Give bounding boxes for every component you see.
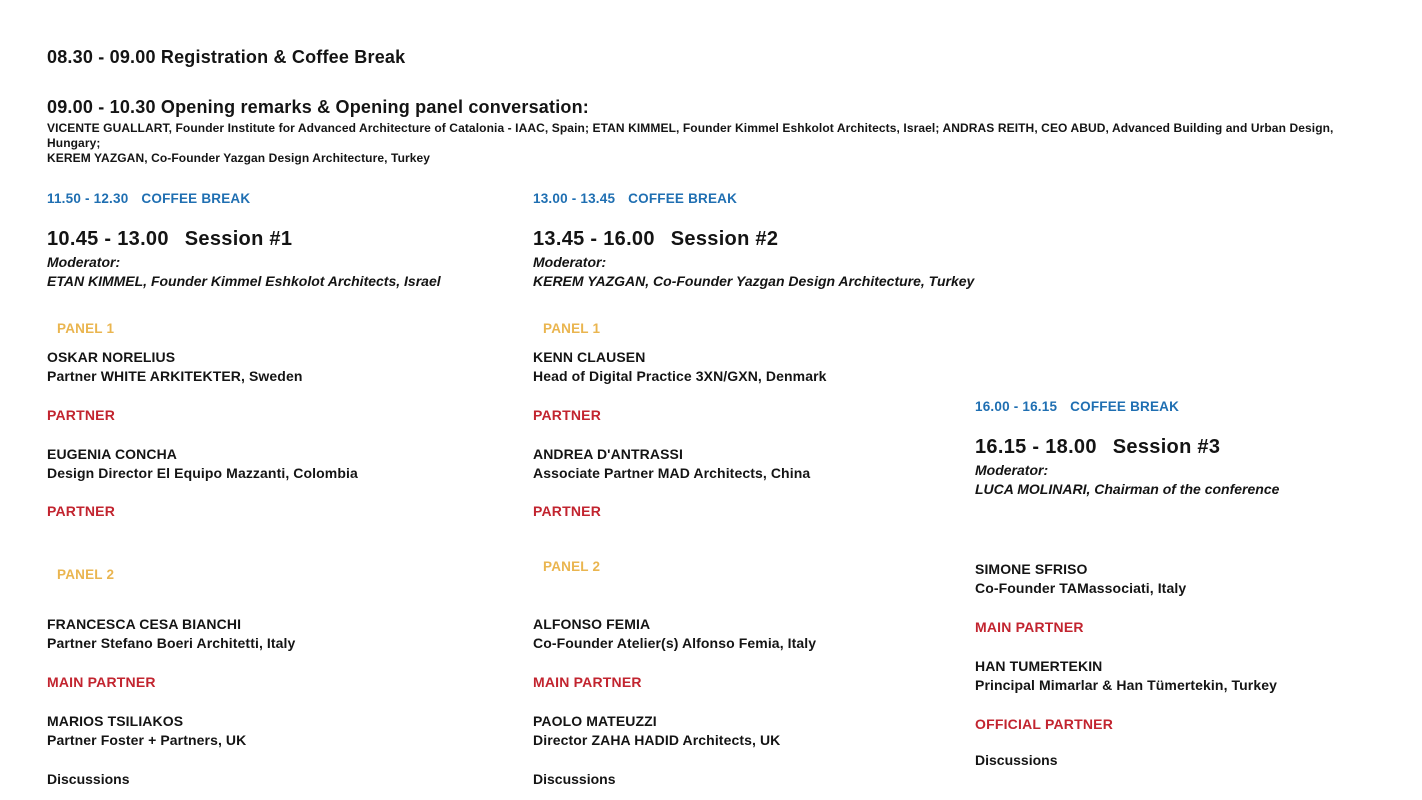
opening-speakers-line-1: VICENTE GUALLART, Founder Institute for Advanced Architecture of Catalonia - IAAC, Spain; ETAN KIMMEL, Founder Kimmel Eshkolot Architects, Israel; ANDRAS REITH, CEO ABUD, Advanced Building and Urban Design, Hungary; (47, 121, 1334, 150)
coffee-break-row (975, 400, 1405, 414)
speaker-name: PAOLO MATEUZZI (533, 713, 657, 729)
discussions-label: Discussions (47, 771, 130, 787)
partner-badge: MAIN PARTNER (975, 619, 1084, 635)
speaker-role: Partner Foster + Partners, UK (47, 731, 247, 748)
speaker-block (47, 445, 517, 482)
session-title: Session #2 (670, 228, 779, 250)
speaker-role: Design Director El Equipo Mazzanti, Colombia (47, 464, 358, 481)
moderator-label: Moderator: (975, 462, 1049, 478)
session-heading (47, 229, 517, 249)
speaker-name: ANDREA D'ANTRASSI (533, 446, 683, 462)
moderator-block (47, 253, 517, 291)
speaker-name: EUGENIA CONCHA (47, 446, 177, 462)
speaker-name: SIMONE SFRISO (975, 561, 1088, 577)
partner-badge: MAIN PARTNER (47, 674, 156, 690)
coffee-break-label: COFFEE BREAK (141, 191, 251, 206)
opening-speakers-line-2: KEREM YAZGAN, Co-Founder Yazgan Design Architecture, Turkey (47, 151, 431, 165)
partner-badge: MAIN PARTNER (533, 674, 642, 690)
speaker-block (533, 445, 983, 482)
speaker-name: ALFONSO FEMIA (533, 616, 651, 632)
coffee-break-time: 11.50 - 12.30 (47, 191, 129, 206)
speaker-role: Associate Partner MAD Architects, China (533, 464, 811, 481)
speaker-role: Director ZAHA HADID Architects, UK (533, 731, 781, 748)
discussions-label: Discussions (533, 771, 616, 787)
speaker-name: KENN CLAUSEN (533, 349, 646, 365)
speaker-block (533, 615, 983, 652)
speaker-role: Co-Founder TAMassociati, Italy (975, 579, 1187, 596)
program-header (47, 46, 1387, 166)
coffee-break-time: 16.00 - 16.15 (975, 399, 1058, 414)
panel-2-label: PANEL 2 (543, 559, 601, 574)
partner-badge: PARTNER (47, 407, 116, 423)
moderator-label: Moderator: (47, 254, 121, 270)
speaker-block (47, 348, 517, 385)
moderator-name: KEREM YAZGAN, Co-Founder Yazgan Design Architecture, Turkey (533, 273, 975, 289)
session-heading (975, 437, 1405, 457)
session-time: 16.15 - 18.00 (975, 436, 1097, 458)
session-time: 13.45 - 16.00 (533, 228, 655, 250)
discussions-label: Discussions (975, 752, 1058, 768)
speaker-role: Head of Digital Practice 3XN/GXN, Denmark (533, 367, 827, 384)
panel-1-label: PANEL 1 (543, 321, 601, 336)
speaker-block (975, 560, 1405, 597)
speaker-name: OSKAR NORELIUS (47, 349, 176, 365)
session-heading (533, 229, 983, 249)
speaker-name: FRANCESCA CESA BIANCHI (47, 616, 242, 632)
coffee-break-label: COFFEE BREAK (628, 191, 738, 206)
session-title: Session #3 (1112, 436, 1221, 458)
panel-2-label: PANEL 2 (57, 567, 115, 582)
session-time: 10.45 - 13.00 (47, 228, 169, 250)
moderator-name: ETAN KIMMEL, Founder Kimmel Eshkolot Architects, Israel (47, 273, 441, 289)
registration-slot-title: 08.30 - 09.00 Registration & Coffee Break (47, 47, 406, 67)
coffee-break-label: COFFEE BREAK (1070, 399, 1180, 414)
partner-badge: PARTNER (533, 503, 602, 519)
speaker-block (533, 348, 983, 385)
speaker-name: MARIOS TSILIAKOS (47, 713, 184, 729)
session-3-column (975, 398, 1405, 767)
speaker-block (975, 657, 1405, 694)
opening-slot-title: 09.00 - 10.30 Opening remarks & Opening panel conversation: (47, 97, 589, 117)
partner-badge: PARTNER (533, 407, 602, 423)
partner-badge: PARTNER (47, 503, 116, 519)
moderator-block (533, 253, 983, 291)
coffee-break-row (47, 192, 517, 206)
speaker-block (47, 615, 517, 652)
speaker-role: Partner Stefano Boeri Architetti, Italy (47, 634, 296, 651)
coffee-break-row (533, 192, 983, 206)
speaker-block (533, 712, 983, 749)
session-title: Session #1 (184, 228, 293, 250)
speaker-name: HAN TUMERTEKIN (975, 658, 1103, 674)
moderator-label: Moderator: (533, 254, 607, 270)
coffee-break-time: 13.00 - 13.45 (533, 191, 616, 206)
moderator-name: LUCA MOLINARI, Chairman of the conference (975, 481, 1280, 497)
session-1-column (47, 190, 517, 786)
speaker-role: Partner WHITE ARKITEKTER, Sweden (47, 367, 303, 384)
speaker-role: Principal Mimarlar & Han Tümertekin, Turkey (975, 676, 1278, 693)
session-2-column (533, 190, 983, 786)
moderator-block (975, 461, 1405, 499)
speaker-role: Co-Founder Atelier(s) Alfonso Femia, Italy (533, 634, 817, 651)
panel-1-label: PANEL 1 (57, 321, 115, 336)
partner-badge: OFFICIAL PARTNER (975, 716, 1114, 732)
speaker-block (47, 712, 517, 749)
